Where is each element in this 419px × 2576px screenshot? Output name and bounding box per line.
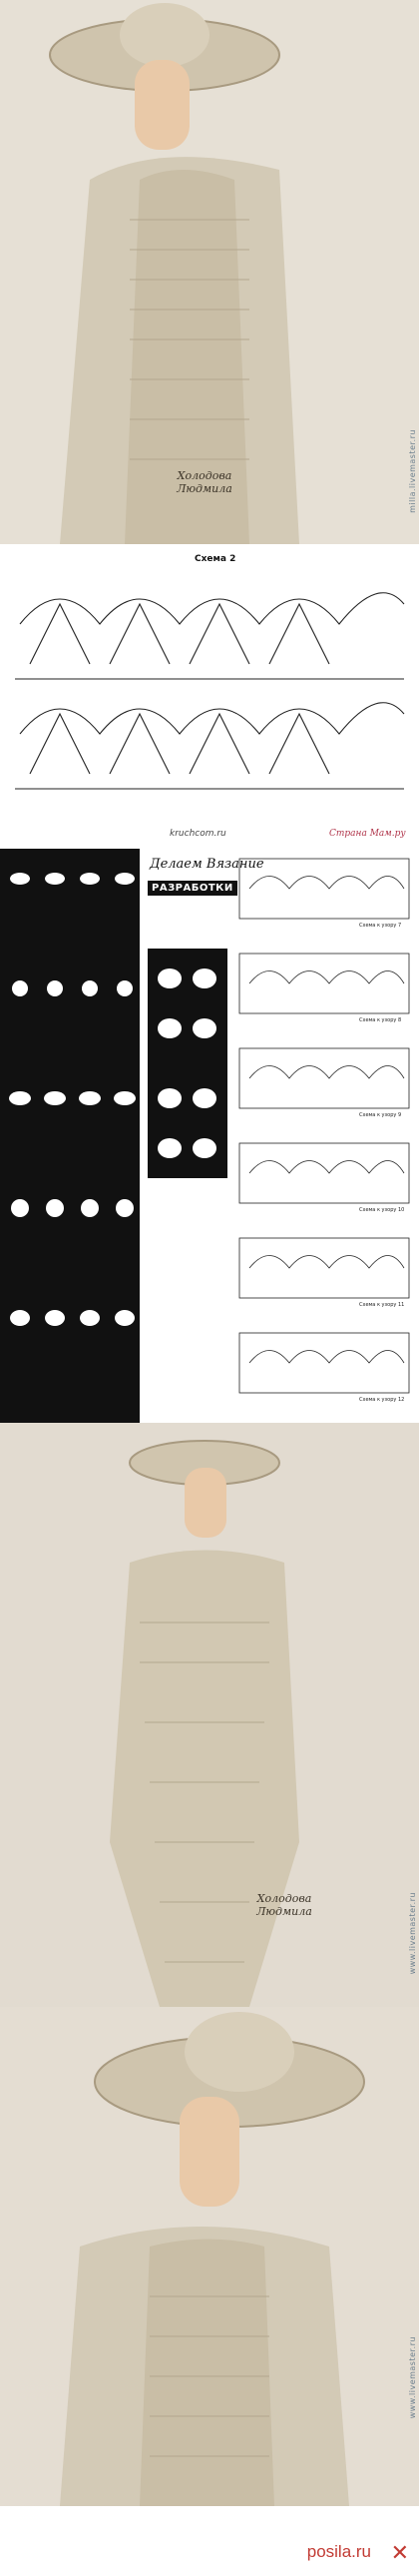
chart-credit: kruchcom.ru [170,829,226,839]
photo-credit: www.livemaster.ru [408,2336,417,2419]
designer-signature: Холодова Людмила [177,469,232,496]
model-photo-1 [0,0,419,544]
site-footer [0,2506,419,2576]
scheme-caption: Схема к узору 10 [359,1207,405,1213]
model-photo-2-illustration [0,1423,419,2007]
crochet-chart-1 [0,544,419,849]
model-photo-3 [0,2007,419,2506]
magazine-banner: РАЗРАБОТКИ [148,881,237,896]
photo-credit: milla.livemaster.ru [408,429,417,513]
posila-logo-icon: ✕ [390,2541,409,2566]
chart-brand: Страна Мам.ру [329,829,406,839]
model-photo-3-illustration [0,2007,419,2506]
scheme-caption: Схема к узору 11 [359,1302,405,1308]
magazine-page [0,849,419,1423]
model-photo-2 [0,1423,419,2007]
model-photo-1-illustration [0,0,419,544]
crochet-chart-drawing [0,544,419,849]
chart-title: Схема 2 [195,554,236,564]
scheme-caption: Схема к узору 9 [359,1112,402,1118]
photo-credit: www.livemaster.ru [408,1892,417,1975]
scheme-caption: Схема к узору 7 [359,923,402,929]
magazine-logo: Делаем Вязание [150,857,264,872]
mesh-swatches [0,849,419,1423]
site-logo-text[interactable]: posila.ru [306,2542,371,2561]
designer-signature: Холодова Людмила [256,1892,312,1919]
scheme-caption: Схема к узору 8 [359,1017,402,1023]
scheme-caption: Схема к узору 12 [359,1397,405,1403]
